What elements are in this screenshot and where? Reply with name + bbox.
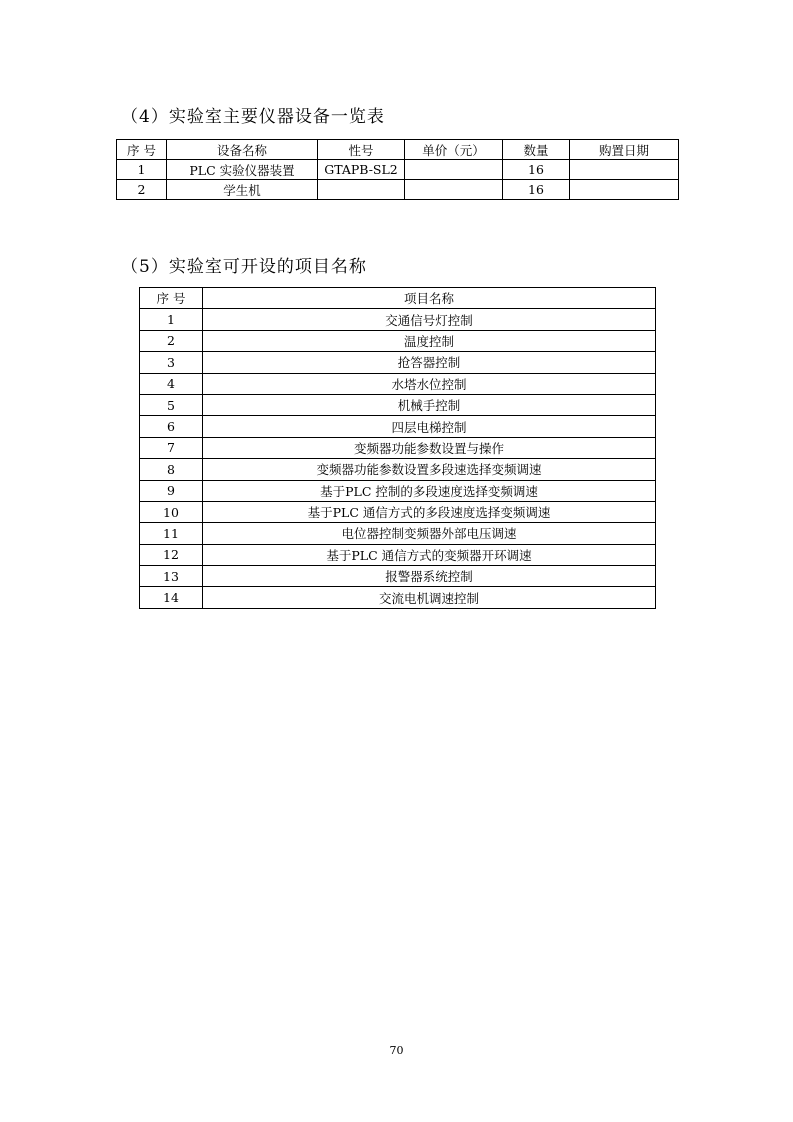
- project-index: 3: [140, 352, 203, 373]
- project-index: 14: [140, 587, 203, 608]
- project-name: 交通信号灯控制: [203, 309, 656, 330]
- section-4-title: （4）实验室主要仪器设备一览表: [121, 107, 385, 127]
- page-number: 70: [389, 1044, 404, 1057]
- project-index: 2: [140, 330, 203, 351]
- project-index: 1: [140, 309, 203, 330]
- equipment-header-purchase-date: 购置日期: [570, 140, 679, 160]
- equipment-header-model: 性号: [318, 140, 405, 160]
- equipment-cell-quantity: 16: [503, 180, 570, 200]
- project-name: 抢答器控制: [203, 352, 656, 373]
- project-row: [140, 501, 656, 522]
- project-index: 7: [140, 437, 203, 458]
- project-row: [140, 459, 656, 480]
- equipment-cell-quantity: 16: [503, 160, 570, 180]
- project-name: 报警器系统控制: [203, 566, 656, 587]
- projects-table: [139, 287, 656, 609]
- project-row: [140, 373, 656, 394]
- equipment-cell-index: 1: [117, 160, 167, 180]
- equipment-cell-name: PLC 实验仪器装置: [167, 160, 318, 180]
- equipment-cell-purchase-date: [570, 160, 679, 180]
- equipment-cell-price: [405, 180, 503, 200]
- project-name: 水塔水位控制: [203, 373, 656, 394]
- equipment-row: [117, 160, 679, 180]
- project-name: 基于PLC 通信方式的多段速度选择变频调速: [203, 501, 656, 522]
- project-name: 变频器功能参数设置多段速选择变频调速: [203, 459, 656, 480]
- project-row: [140, 330, 656, 351]
- project-name: 温度控制: [203, 330, 656, 351]
- equipment-cell-index: 2: [117, 180, 167, 200]
- project-row: [140, 309, 656, 330]
- project-row: [140, 480, 656, 501]
- project-index: 13: [140, 566, 203, 587]
- project-name: 变频器功能参数设置与操作: [203, 437, 656, 458]
- project-row: [140, 587, 656, 608]
- project-row: [140, 437, 656, 458]
- project-name: 机械手控制: [203, 394, 656, 415]
- project-name: 基于PLC 通信方式的变频器开环调速: [203, 544, 656, 565]
- equipment-header-price: 单价（元）: [405, 140, 503, 160]
- project-name: 四层电梯控制: [203, 416, 656, 437]
- equipment-header-index: 序 号: [117, 140, 167, 160]
- project-index: 5: [140, 394, 203, 415]
- equipment-cell-name: 学生机: [167, 180, 318, 200]
- equipment-header-row: [117, 140, 679, 160]
- project-index: 12: [140, 544, 203, 565]
- projects-header-name: 项目名称: [203, 288, 656, 309]
- project-index: 9: [140, 480, 203, 501]
- project-index: 8: [140, 459, 203, 480]
- project-name: 交流电机调速控制: [203, 587, 656, 608]
- equipment-cell-model: [318, 180, 405, 200]
- equipment-header-name: 设备名称: [167, 140, 318, 160]
- section-5-title: （5）实验室可开设的项目名称: [121, 257, 367, 277]
- project-index: 11: [140, 523, 203, 544]
- project-row: [140, 544, 656, 565]
- equipment-cell-price: [405, 160, 503, 180]
- project-index: 4: [140, 373, 203, 394]
- project-index: 6: [140, 416, 203, 437]
- project-row: [140, 523, 656, 544]
- project-index: 10: [140, 501, 203, 522]
- project-row: [140, 416, 656, 437]
- equipment-cell-purchase-date: [570, 180, 679, 200]
- equipment-header-quantity: 数量: [503, 140, 570, 160]
- equipment-cell-model: GTAPB-SL2: [318, 160, 405, 180]
- project-row: [140, 566, 656, 587]
- project-row: [140, 352, 656, 373]
- equipment-row: [117, 180, 679, 200]
- project-name: 基于PLC 控制的多段速度选择变频调速: [203, 480, 656, 501]
- equipment-table: [116, 139, 679, 200]
- project-row: [140, 394, 656, 415]
- projects-header-index: 序 号: [140, 288, 203, 309]
- projects-header-row: [140, 288, 656, 309]
- project-name: 电位器控制变频器外部电压调速: [203, 523, 656, 544]
